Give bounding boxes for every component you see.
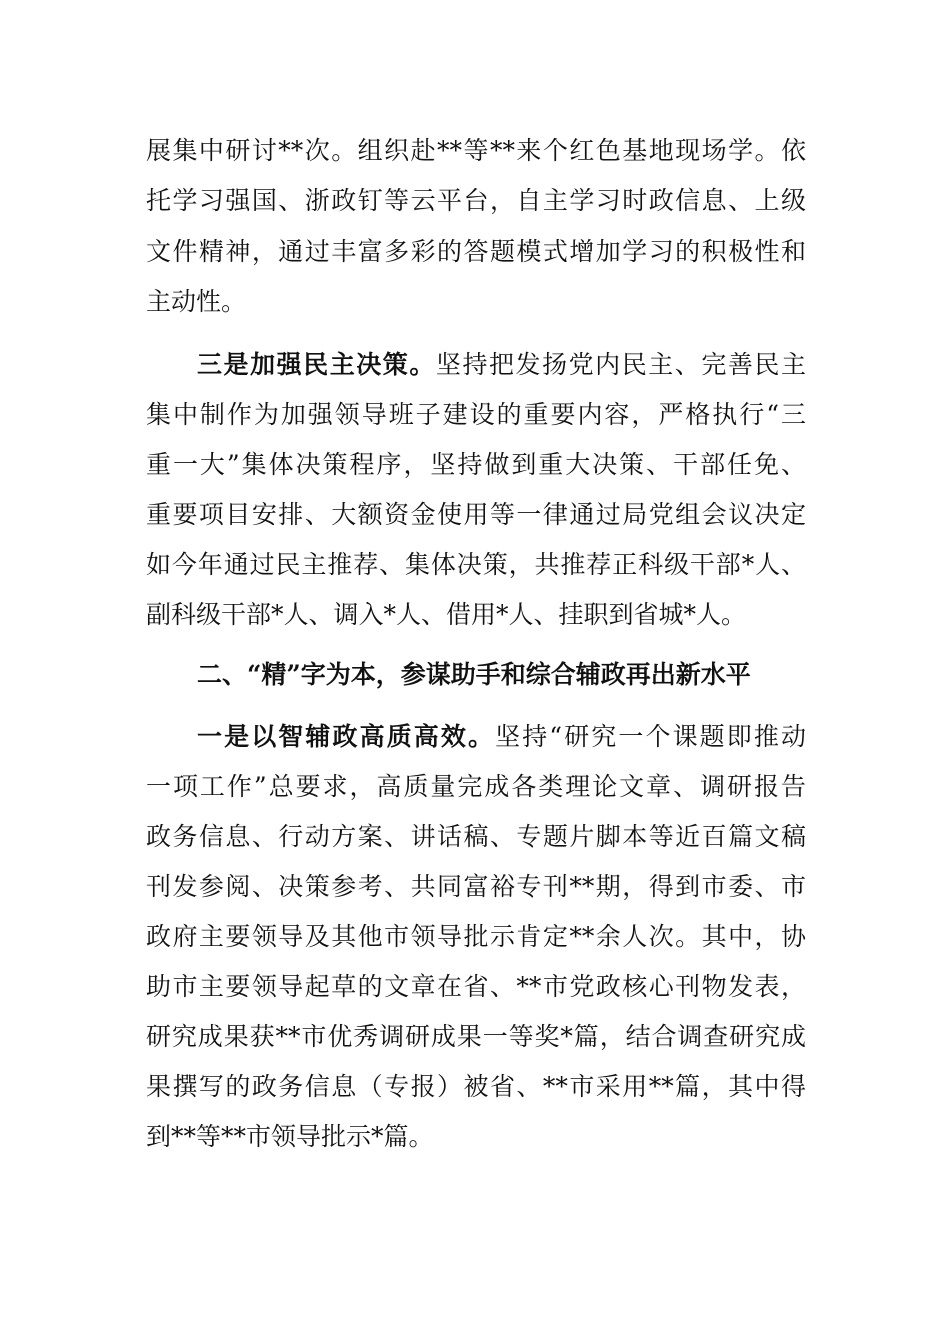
body-text-line: 刊发参阅、决策参考、共同富裕专刊**期，得到市委、市 [146, 872, 806, 901]
body-text-line: 研究成果获**市优秀调研成果一等奖*篇，结合调查研究成 [146, 1022, 806, 1051]
body-text-line: 托学习强国、浙政钉等云平台，自主学习时政信息、上级 [146, 186, 806, 215]
paragraph-first-line [197, 339, 806, 391]
body-text-line: 重要项目安排、大额资金使用等一律通过局党组会议决定 [146, 500, 806, 529]
body-text: 坚持把发扬党内民主、完善民主 [435, 350, 806, 379]
body-text: 坚持“研究一个课题即推动 [495, 722, 806, 751]
body-text-line: 重一大”集体决策程序，坚持做到重大决策、干部任免、 [146, 450, 806, 479]
section-heading: 二、“精”字为本，参谋助手和综合辅政再出新水平 [197, 660, 751, 689]
body-text-line: 展集中研讨**次。组织赴**等**来个红色基地现场学。依 [146, 136, 806, 165]
paragraph-first-line [197, 711, 806, 763]
body-text-line: 政府主要领导及其他市领导批示肯定**余人次。其中，协 [146, 922, 806, 951]
paragraph-lead: 三是加强民主决策。 [197, 350, 436, 379]
body-text-line: 主动性。 [146, 287, 247, 316]
body-text-line: 集中制作为加强领导班子建设的重要内容，严格执行“三 [146, 400, 806, 429]
body-text-line: 政务信息、行动方案、讲话稿、专题片脚本等近百篇文稿 [146, 822, 806, 851]
body-text-line: 果撰写的政务信息（专报）被省、**市采用**篇，其中得 [146, 1072, 806, 1101]
body-text-line: 助市主要领导起草的文章在省、**市党政核心刊物发表， [146, 972, 806, 1001]
paragraph-lead: 一是以智辅政高质高效。 [197, 722, 496, 751]
body-text-line: 到**等**市领导批示*篇。 [146, 1122, 434, 1151]
body-text-line: 副科级干部*人、调入*人、借用*人、挂职到省城*人。 [146, 600, 747, 629]
body-text-line: 一项工作”总要求，高质量完成各类理论文章、调研报告 [146, 772, 806, 801]
body-text-line: 如今年通过民主推荐、集体决策，共推荐正科级干部*人、 [146, 550, 806, 579]
body-text-line: 文件精神，通过丰富多彩的答题模式增加学习的积极性和 [146, 237, 806, 266]
